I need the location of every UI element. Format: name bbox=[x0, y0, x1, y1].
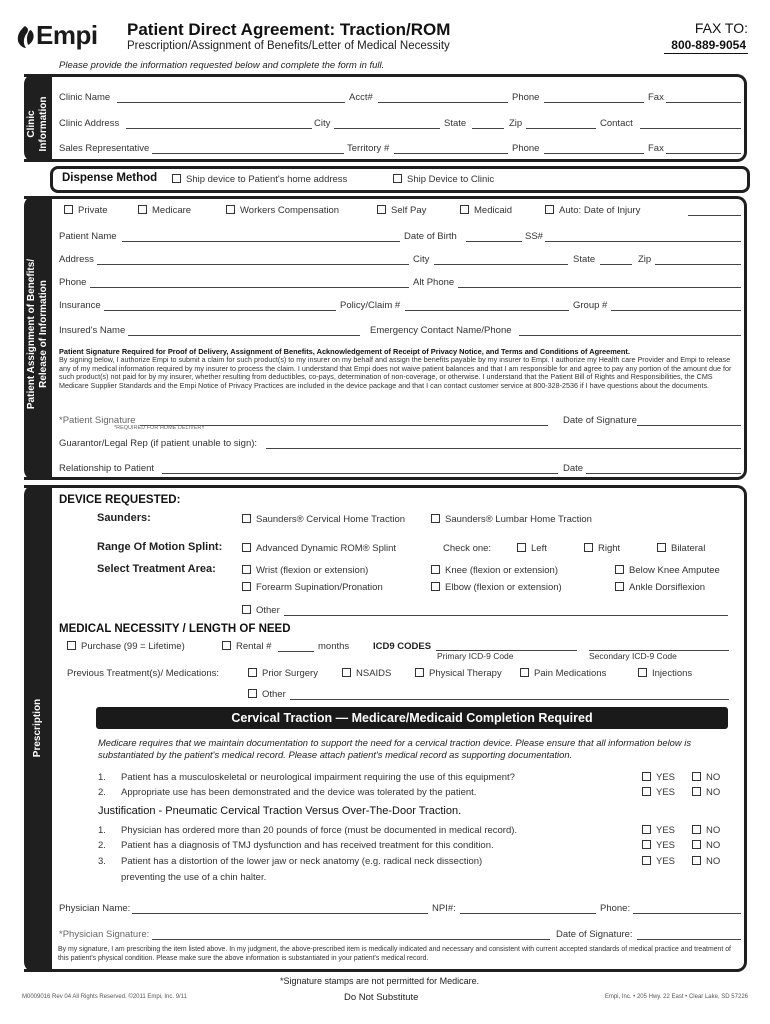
j3-text: Patient has a distortion of the lower jaw or neck anatomy (e.g. radical neck dissection) bbox=[121, 856, 483, 867]
do-not-substitute: Do Not Substitute bbox=[344, 992, 419, 1003]
q1-number: 1. bbox=[98, 772, 106, 783]
pain-meds-checkbox[interactable] bbox=[520, 668, 529, 677]
saunders-cervical-option[interactable]: Saunders® Cervical Home Traction bbox=[242, 514, 405, 525]
treatment-other-checkbox[interactable] bbox=[248, 689, 257, 698]
saunders-label: Saunders: bbox=[97, 512, 151, 524]
physician-name-label: Physician Name: bbox=[59, 903, 131, 914]
icd9-label: ICD9 CODES bbox=[373, 641, 432, 652]
clinic-side-label: Clinic Information bbox=[26, 96, 49, 152]
ins-workers[interactable]: Workers Compensation bbox=[226, 205, 339, 216]
guarantor-date-label: Date bbox=[563, 463, 584, 474]
device-requested-heading: DEVICE REQUESTED: bbox=[59, 494, 181, 506]
j1-text: Physician has ordered more than 20 pounds of force (must be documented in medical record). bbox=[121, 825, 518, 836]
forearm-option[interactable]: Forearm Supination/Pronation bbox=[242, 582, 383, 593]
patient-city-label: City bbox=[413, 254, 430, 265]
sales-fax-label: Fax bbox=[648, 143, 664, 154]
q2-yes-checkbox[interactable] bbox=[642, 787, 651, 796]
instruction-text: Please provide the information requested below and complete the form in full. bbox=[59, 60, 385, 71]
group-label: Group # bbox=[573, 300, 608, 311]
j3-yes-option[interactable]: YES bbox=[642, 856, 675, 867]
j1-number: 1. bbox=[98, 825, 106, 836]
fax-number: 800-889-9054 bbox=[671, 38, 746, 52]
treatment-area-label: Select Treatment Area: bbox=[97, 563, 216, 575]
npi-field[interactable] bbox=[460, 913, 596, 914]
j2-yes-checkbox[interactable] bbox=[642, 840, 651, 849]
side-left-checkbox[interactable] bbox=[517, 543, 526, 552]
side-right-option[interactable]: Right bbox=[584, 543, 620, 554]
side-right-checkbox[interactable] bbox=[584, 543, 593, 552]
alt-phone-label: Alt Phone bbox=[413, 277, 455, 288]
clinic-phone-label: Phone bbox=[512, 92, 540, 103]
dispense-home-checkbox[interactable] bbox=[172, 174, 181, 183]
side-left-option[interactable]: Left bbox=[517, 543, 547, 554]
q1-yes-checkbox[interactable] bbox=[642, 772, 651, 781]
below-knee-checkbox[interactable] bbox=[615, 565, 624, 574]
physician-date-sig-field[interactable] bbox=[637, 939, 741, 940]
j2-number: 2. bbox=[98, 840, 106, 851]
rental-checkbox[interactable] bbox=[222, 641, 231, 650]
physical-therapy-checkbox[interactable] bbox=[415, 668, 424, 677]
rental-option[interactable]: Rental # bbox=[222, 641, 271, 652]
ins-workers-checkbox[interactable] bbox=[226, 205, 235, 214]
nsaids-option[interactable]: NSAIDS bbox=[342, 668, 391, 679]
insured-name-field[interactable] bbox=[128, 335, 360, 336]
injections-option[interactable]: Injections bbox=[638, 668, 692, 679]
policy-field[interactable] bbox=[405, 310, 569, 311]
patient-phone-label: Phone bbox=[59, 277, 87, 288]
clinic-contact-label: Contact bbox=[600, 118, 633, 129]
sales-rep-field[interactable] bbox=[152, 153, 344, 154]
wrist-option[interactable]: Wrist (flexion or extension) bbox=[242, 565, 368, 576]
medicare-note: Medicare requires that we maintain documentation to support the need for a cervical traction device. Please ensure that all information below is substantiated by the patient's medical record. Please attach patient's medical record as supporting documentation. bbox=[98, 737, 692, 760]
j1-yes-checkbox[interactable] bbox=[642, 825, 651, 834]
check-one-label: Check one: bbox=[443, 543, 492, 554]
device-other-checkbox[interactable] bbox=[242, 605, 251, 614]
sales-fax-field[interactable] bbox=[666, 153, 741, 154]
elbow-checkbox[interactable] bbox=[431, 582, 440, 591]
secondary-icd-label: Secondary ICD-9 Code bbox=[589, 651, 677, 661]
wrist-checkbox[interactable] bbox=[242, 565, 251, 574]
guarantor-date-field[interactable] bbox=[586, 473, 741, 474]
required-note: *REQUIRED FOR HOME DELIVERY bbox=[114, 425, 205, 431]
j2-no-checkbox[interactable] bbox=[692, 840, 701, 849]
saunders-lumbar-checkbox[interactable] bbox=[431, 514, 440, 523]
ins-private-checkbox[interactable] bbox=[64, 205, 73, 214]
patient-date-sig-field[interactable] bbox=[637, 425, 741, 426]
dob-field[interactable] bbox=[466, 241, 522, 242]
physician-signature-label: *Physician Signature: bbox=[59, 929, 150, 940]
clinic-name-label: Clinic Name bbox=[59, 92, 111, 103]
insurance-label: Insurance bbox=[59, 300, 101, 311]
stamp-note: *Signature stamps are not permitted for Medicare. bbox=[280, 976, 480, 986]
sales-phone-field[interactable] bbox=[544, 153, 644, 154]
prev-treatment-label: Previous Treatment(s)/ Medications: bbox=[67, 668, 220, 679]
territory-label: Territory # bbox=[347, 143, 390, 154]
j1-no-checkbox[interactable] bbox=[692, 825, 701, 834]
logo-text: Empi bbox=[36, 20, 98, 50]
address-field[interactable] bbox=[97, 264, 409, 265]
rom-splint-label: Range Of Motion Splint: bbox=[97, 541, 223, 553]
patient-signature-label: *Patient Signature bbox=[59, 415, 136, 426]
adv-rom-option[interactable]: Advanced Dynamic ROM® Splint bbox=[242, 543, 396, 554]
elbow-option[interactable]: Elbow (flexion or extension) bbox=[431, 582, 562, 593]
auto-date-field[interactable] bbox=[688, 215, 741, 216]
clinic-address-label: Clinic Address bbox=[59, 118, 120, 129]
dispense-home-option[interactable]: Ship device to Patient's home address bbox=[172, 174, 347, 185]
clinic-contact-field[interactable] bbox=[640, 128, 741, 129]
ins-medicaid-checkbox[interactable] bbox=[460, 205, 469, 214]
dispense-clinic-checkbox[interactable] bbox=[393, 174, 402, 183]
j2-no-option[interactable]: NO bbox=[692, 840, 720, 851]
ins-medicaid[interactable]: Medicaid bbox=[460, 205, 512, 216]
q2-number: 2. bbox=[98, 787, 106, 798]
below-knee-option[interactable]: Below Knee Amputee bbox=[615, 565, 720, 576]
device-other-option[interactable]: Other bbox=[242, 605, 280, 616]
pain-meds-option[interactable]: Pain Medications bbox=[520, 668, 606, 679]
injections-checkbox[interactable] bbox=[638, 668, 647, 677]
guarantor-label: Guarantor/Legal Rep (if patient unable to sign): bbox=[59, 438, 258, 449]
q2-no-checkbox[interactable] bbox=[692, 787, 701, 796]
knee-option[interactable]: Knee (flexion or extension) bbox=[431, 565, 558, 576]
q2-no-option[interactable]: NO bbox=[692, 787, 720, 798]
policy-label: Policy/Claim # bbox=[340, 300, 401, 311]
purchase-option[interactable]: Purchase (99 = Lifetime) bbox=[67, 641, 185, 652]
rental-months-field[interactable] bbox=[278, 651, 314, 652]
company-address: Empi, Inc. • 205 Hwy. 22 East • Clear Lake, SD 57226 bbox=[604, 994, 748, 1000]
group-field[interactable] bbox=[611, 310, 741, 311]
physician-phone-field[interactable] bbox=[633, 913, 741, 914]
clinic-acct-label: Acct# bbox=[349, 92, 373, 103]
prior-surgery-checkbox[interactable] bbox=[248, 668, 257, 677]
territory-field[interactable] bbox=[394, 153, 508, 154]
clinic-address-field[interactable] bbox=[126, 128, 312, 129]
physician-signature-field[interactable] bbox=[152, 939, 550, 940]
dob-label: Date of Birth bbox=[404, 231, 457, 242]
prior-surgery-option[interactable]: Prior Surgery bbox=[248, 668, 318, 679]
device-other-field[interactable] bbox=[284, 615, 728, 616]
signature-terms: By signing below, I authorize Empi to submit a claim for such product(s) to my insurer on my behalf and assign the benefits payable by my insurer to Empi. I authorize my Health care Provider and Empi to release any of my medical information required by my insurer to process the claim. I understand that Empi does not waive patient balances and that I am responsible for and agree to pay any portion of the amount due for such product(s) not paid for by my insurer, whether resulting from deductibles, co-pays, determination of non-coverage, or otherwise. I understand that the Patient Bill of Rights and Responsibilities, the CMS Medicare Supplier Standards and the Empi Notice of Privacy Practices are included in the device package and that I can contact customer service at 800-328-2536 if I have questions about the documents. bbox=[59, 355, 732, 390]
months-label: months bbox=[318, 641, 350, 652]
relationship-field[interactable] bbox=[162, 473, 558, 474]
j3-number: 3. bbox=[98, 856, 106, 867]
ankle-option[interactable]: Ankle Dorsiflexion bbox=[615, 582, 705, 593]
ins-auto[interactable]: Auto: Date of Injury bbox=[545, 205, 640, 216]
physician-attestation: By my signature, I am prescribing the item listed above. In my judgment, the above-prescribed item is medically indicated and necessary and consistent with current accepted standards of medical practice and treatment of this patient's physical condition. Please make sure the above information is substantiated in your patient's medical record. bbox=[58, 946, 731, 962]
clinic-state-field[interactable] bbox=[472, 128, 504, 129]
clinic-state-label: State bbox=[444, 118, 467, 129]
treatment-other-option[interactable]: Other bbox=[248, 689, 286, 700]
j2-text: Patient has a diagnosis of TMJ dysfunction and has received treatment for this condition. bbox=[121, 840, 494, 851]
ins-selfpay-checkbox[interactable] bbox=[377, 205, 386, 214]
page-subtitle: Prescription/Assignment of Benefits/Letter of Medical Necessity bbox=[127, 40, 450, 52]
ins-selfpay[interactable]: Self Pay bbox=[377, 205, 426, 216]
emergency-label: Emergency Contact Name/Phone bbox=[370, 325, 512, 336]
cervical-traction-bar: Cervical Traction — Medicare/Medicaid Completion Required bbox=[96, 707, 728, 729]
empi-logo-icon bbox=[14, 24, 36, 50]
q2-yes-option[interactable]: YES bbox=[642, 787, 675, 798]
insurance-field[interactable] bbox=[104, 310, 336, 311]
ins-auto-checkbox[interactable] bbox=[545, 205, 554, 214]
patient-state-label: State bbox=[573, 254, 596, 265]
dispense-clinic-option[interactable]: Ship Device to Clinic bbox=[393, 174, 494, 185]
clinic-phone-field[interactable] bbox=[544, 102, 644, 103]
j3-text-cont: preventing the use of a chin halter. bbox=[121, 872, 267, 883]
treatment-other-field[interactable] bbox=[290, 699, 729, 700]
physician-phone-label: Phone: bbox=[600, 903, 631, 914]
ssn-label: SS# bbox=[525, 231, 543, 242]
primary-icd-label: Primary ICD-9 Code bbox=[437, 651, 514, 661]
physical-therapy-option[interactable]: Physical Therapy bbox=[415, 668, 502, 679]
fax-underline bbox=[664, 53, 748, 54]
knee-checkbox[interactable] bbox=[431, 565, 440, 574]
patient-name-label: Patient Name bbox=[59, 231, 117, 242]
ssn-field[interactable] bbox=[545, 241, 741, 242]
purchase-checkbox[interactable] bbox=[67, 641, 76, 650]
justification-heading: Justification - Pneumatic Cervical Traction Versus Over-The-Door Traction. bbox=[98, 805, 462, 817]
alt-phone-field[interactable] bbox=[458, 287, 741, 288]
side-bilateral-checkbox[interactable] bbox=[657, 543, 666, 552]
med-necessity-heading: MEDICAL NECESSITY / LENGTH OF NEED bbox=[59, 623, 291, 635]
q1-text: Patient has a musculoskeletal or neurological impairment requiring the use of this equipment? bbox=[121, 772, 515, 783]
j1-no-option[interactable]: NO bbox=[692, 825, 720, 836]
j3-no-checkbox[interactable] bbox=[692, 856, 701, 865]
clinic-zip-field[interactable] bbox=[526, 128, 596, 129]
page-title: Patient Direct Agreement: Traction/ROM bbox=[127, 20, 451, 39]
j3-yes-checkbox[interactable] bbox=[642, 856, 651, 865]
clinic-fax-label: Fax bbox=[648, 92, 664, 103]
ankle-checkbox[interactable] bbox=[615, 582, 624, 591]
patient-name-field[interactable] bbox=[122, 241, 400, 242]
saunders-cervical-checkbox[interactable] bbox=[242, 514, 251, 523]
fax-label: FAX TO: bbox=[694, 20, 748, 36]
patient-phone-field[interactable] bbox=[90, 287, 409, 288]
ins-private[interactable]: Private bbox=[64, 205, 108, 216]
clinic-city-label: City bbox=[314, 118, 331, 129]
relationship-label: Relationship to Patient bbox=[59, 463, 155, 474]
prescription-side-label: Prescription bbox=[32, 698, 43, 758]
address-label: Address bbox=[59, 254, 94, 265]
insured-name-label: Insured's Name bbox=[59, 325, 126, 336]
patient-state-field[interactable] bbox=[600, 264, 632, 265]
sales-rep-label: Sales Representative bbox=[59, 143, 150, 154]
adv-rom-checkbox[interactable] bbox=[242, 543, 251, 552]
saunders-lumbar-option[interactable]: Saunders® Lumbar Home Traction bbox=[431, 514, 592, 525]
patient-zip-field[interactable] bbox=[655, 264, 741, 265]
ins-medicare-checkbox[interactable] bbox=[138, 205, 147, 214]
dispense-method-label: Dispense Method bbox=[62, 172, 158, 184]
q1-no-option[interactable]: NO bbox=[692, 772, 720, 783]
forearm-checkbox[interactable] bbox=[242, 582, 251, 591]
j2-yes-option[interactable]: YES bbox=[642, 840, 675, 851]
j1-yes-option[interactable]: YES bbox=[642, 825, 675, 836]
q2-text: Appropriate use has been demonstrated and the device was tolerated by the patient. bbox=[121, 787, 477, 798]
guarantor-field[interactable] bbox=[266, 448, 741, 449]
q1-no-checkbox[interactable] bbox=[692, 772, 701, 781]
clinic-zip-label: Zip bbox=[509, 118, 523, 129]
npi-label: NPI#: bbox=[432, 903, 456, 914]
side-bilateral-option[interactable]: Bilateral bbox=[657, 543, 705, 554]
physician-name-field[interactable] bbox=[132, 913, 428, 914]
patient-date-sig-label: Date of Signature bbox=[563, 415, 637, 426]
form-code: M0009016 Rev 04 All Rights Reserved. ©2011 Empi, Inc. 9/11 bbox=[22, 994, 187, 1000]
clinic-fax-field[interactable] bbox=[666, 102, 741, 103]
patient-side-label: Patient Assignment of Benefits/ Release of Information bbox=[26, 258, 49, 410]
ins-medicare[interactable]: Medicare bbox=[138, 205, 191, 216]
sales-phone-label: Phone bbox=[512, 143, 540, 154]
patient-zip-label: Zip bbox=[638, 254, 652, 265]
patient-city-field[interactable] bbox=[434, 264, 568, 265]
nsaids-checkbox[interactable] bbox=[342, 668, 351, 677]
empi-logo bbox=[14, 22, 114, 52]
physician-date-sig-label: Date of Signature: bbox=[556, 929, 633, 940]
emergency-field[interactable] bbox=[519, 335, 741, 336]
j3-no-option[interactable]: NO bbox=[692, 856, 720, 867]
clinic-acct-field[interactable] bbox=[378, 102, 508, 103]
clinic-name-field[interactable] bbox=[117, 102, 345, 103]
q1-yes-option[interactable]: YES bbox=[642, 772, 675, 783]
clinic-city-field[interactable] bbox=[334, 128, 440, 129]
signature-heading: Patient Signature Required for Proof of Delivery, Assignment of Benefits, Acknowledgement of Receipt of Privacy Notice, and Terms and Conditions of Agreement. bbox=[59, 347, 630, 356]
